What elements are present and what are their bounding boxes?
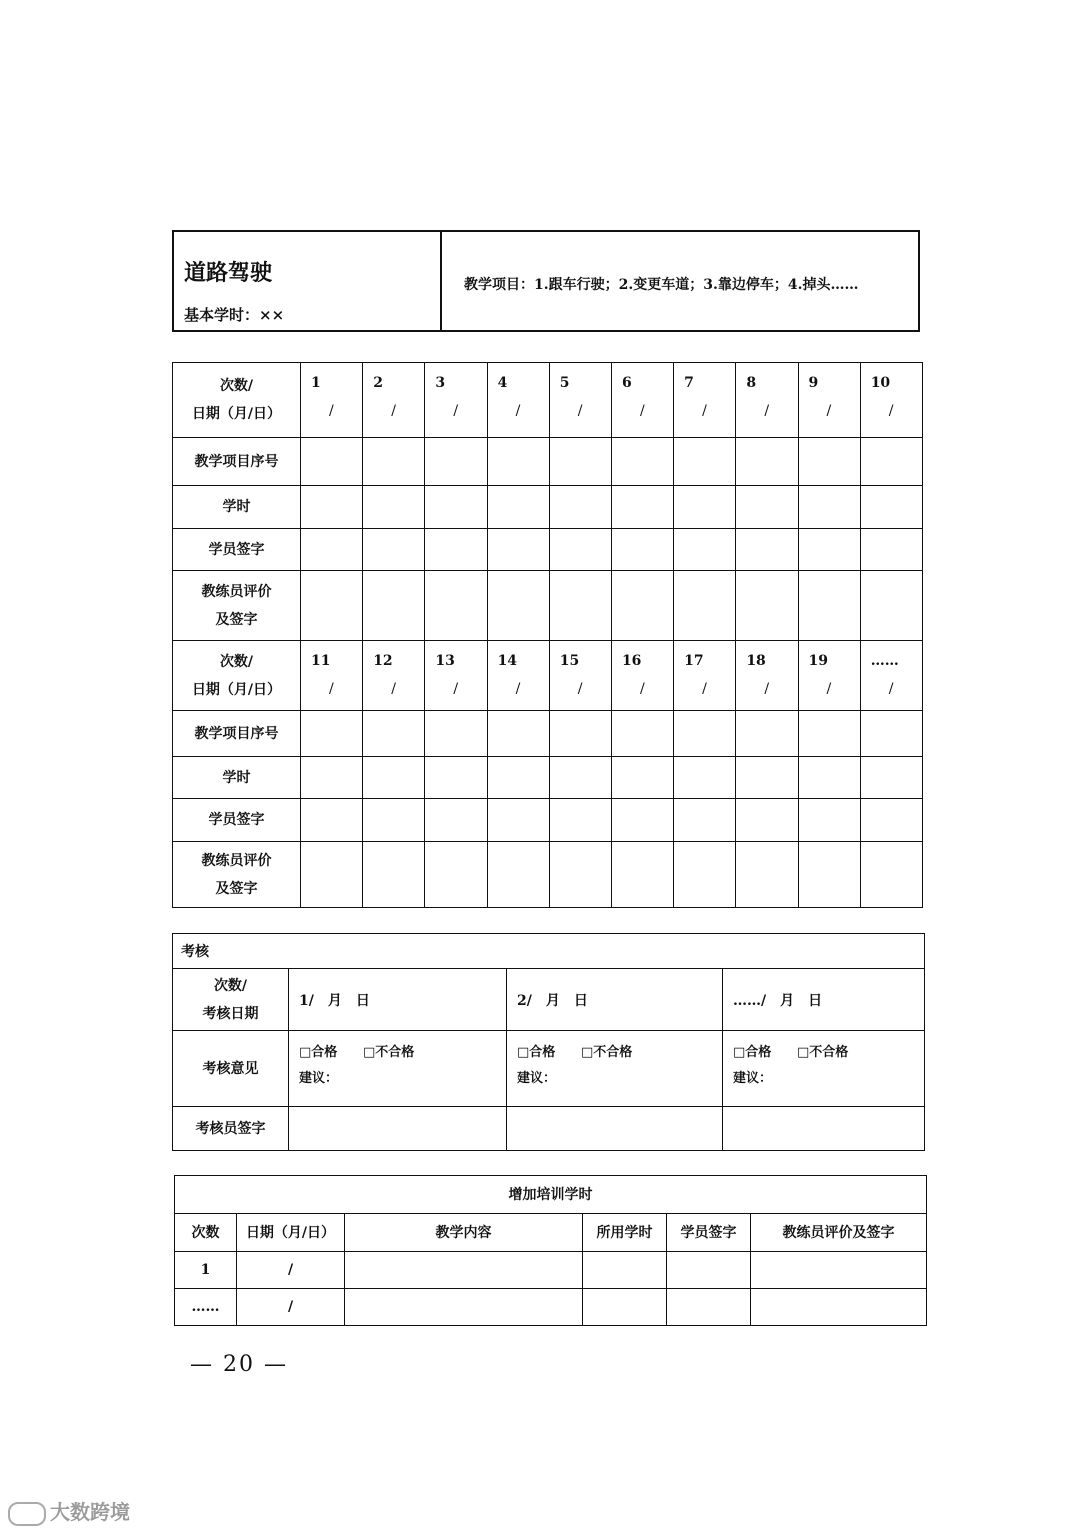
- record-cell[interactable]: [549, 529, 611, 571]
- session-cell[interactable]: [798, 363, 860, 438]
- record-cell[interactable]: [549, 842, 611, 908]
- record-cell[interactable]: [487, 799, 549, 842]
- record-cell[interactable]: [860, 529, 922, 571]
- record-cell[interactable]: [674, 529, 736, 571]
- record-cell[interactable]: [674, 799, 736, 842]
- count-date-row: [173, 363, 923, 438]
- record-row: [173, 711, 923, 757]
- record-cell[interactable]: [798, 799, 860, 842]
- extra-row-student-sign[interactable]: [667, 1252, 751, 1289]
- record-cell[interactable]: [736, 799, 798, 842]
- record-cell[interactable]: [611, 799, 673, 842]
- date-slash: /: [702, 681, 707, 697]
- coach-eval-label: [173, 842, 301, 908]
- record-cell[interactable]: [860, 842, 922, 908]
- record-cell[interactable]: [798, 438, 860, 486]
- record-cell[interactable]: [363, 438, 425, 486]
- watermark: [8, 1496, 130, 1526]
- session-number: 5: [559, 375, 570, 391]
- exam-signer-cell-1[interactable]: [289, 1107, 507, 1151]
- table-row: [175, 1252, 927, 1289]
- pass-checkbox[interactable]: □合格: [517, 1045, 556, 1060]
- extra-header-coach-eval: 教练员评价及签字: [751, 1214, 927, 1252]
- record-cell[interactable]: [301, 799, 363, 842]
- extra-training-table: [174, 1175, 927, 1326]
- record-cell[interactable]: [860, 486, 922, 529]
- date-slash: /: [515, 403, 521, 419]
- exam-opinion-3: [723, 1031, 925, 1107]
- record-cell[interactable]: [487, 842, 549, 908]
- record-cell[interactable]: [611, 529, 673, 571]
- exam-date-label: 考核日期: [202, 1005, 259, 1022]
- record-cell[interactable]: [798, 571, 860, 641]
- record-cell[interactable]: [549, 571, 611, 641]
- exam-count-date-label: [173, 969, 289, 1031]
- record-cell[interactable]: [301, 571, 363, 641]
- record-cell[interactable]: [736, 529, 798, 571]
- session-number: 6: [621, 375, 632, 391]
- record-cell[interactable]: [363, 571, 425, 641]
- session-cell[interactable]: [425, 641, 487, 711]
- record-cell[interactable]: [425, 842, 487, 908]
- record-cell[interactable]: [301, 529, 363, 571]
- extra-row-hours[interactable]: [583, 1252, 667, 1289]
- record-row: [173, 486, 923, 529]
- date-slash: /: [764, 403, 770, 419]
- date-label: 日期（月/日）: [191, 406, 282, 422]
- session-number: 10: [870, 375, 891, 391]
- count-date-row: [173, 641, 923, 711]
- session-number: 13: [435, 653, 455, 669]
- record-cell[interactable]: [736, 486, 798, 529]
- session-cell[interactable]: [363, 641, 425, 711]
- record-cell[interactable]: [860, 799, 922, 842]
- session-number: 4: [497, 375, 508, 391]
- record-cell[interactable]: [611, 486, 673, 529]
- count-label: 次数/: [219, 378, 254, 394]
- record-cell[interactable]: [301, 438, 363, 486]
- date-slash: /: [702, 403, 707, 419]
- coach-eval-label-line1: 教练员评价: [201, 852, 272, 869]
- record-cell[interactable]: [736, 571, 798, 641]
- record-cell[interactable]: [487, 438, 549, 486]
- exam-opinion-1: [289, 1031, 507, 1107]
- session-number: 17: [684, 653, 704, 669]
- session-cell[interactable]: [363, 363, 425, 438]
- record-cell[interactable]: [301, 486, 363, 529]
- date-slash: /: [639, 403, 645, 419]
- extra-row-date[interactable]: /: [237, 1252, 345, 1289]
- session-cell[interactable]: [301, 363, 363, 438]
- date-slash: /: [888, 681, 894, 697]
- session-number: 15: [559, 653, 580, 669]
- exam-date-1[interactable]: 1/ 月 日: [289, 969, 507, 1031]
- record-cell[interactable]: [425, 799, 487, 842]
- session-number: 2: [373, 375, 383, 391]
- session-cell[interactable]: [611, 363, 673, 438]
- session-cell[interactable]: [425, 363, 487, 438]
- record-cell[interactable]: [363, 529, 425, 571]
- pass-checkbox[interactable]: □合格: [733, 1045, 772, 1060]
- extra-header-hours: 所用学时: [583, 1214, 667, 1252]
- session-number: 9: [808, 375, 819, 391]
- record-cell[interactable]: [736, 438, 798, 486]
- record-cell[interactable]: [674, 486, 736, 529]
- extra-row-content[interactable]: [345, 1252, 583, 1289]
- record-cell[interactable]: [549, 757, 611, 799]
- extra-row-student-sign[interactable]: [667, 1289, 751, 1326]
- session-cell[interactable]: [736, 363, 798, 438]
- record-cell[interactable]: [301, 842, 363, 908]
- record-cell[interactable]: [549, 711, 611, 757]
- count-label: 次数/: [219, 653, 254, 670]
- record-cell[interactable]: [674, 571, 736, 641]
- session-cell[interactable]: [736, 641, 798, 711]
- extra-header-count: 次数: [175, 1214, 237, 1252]
- record-body: [173, 363, 923, 908]
- record-cell[interactable]: [860, 757, 922, 799]
- extra-row-count: 1: [175, 1252, 237, 1289]
- record-cell[interactable]: [674, 711, 736, 757]
- date-slash: /: [577, 403, 583, 419]
- exam-date-2[interactable]: 2/ 月 日: [507, 969, 723, 1031]
- date-slash: /: [329, 681, 334, 697]
- record-cell[interactable]: [487, 486, 549, 529]
- suggestion-field[interactable]: 建议：: [517, 1071, 557, 1086]
- session-cell[interactable]: [674, 363, 736, 438]
- session-cell[interactable]: [487, 641, 549, 711]
- record-cell[interactable]: [301, 757, 363, 799]
- record-cell[interactable]: [798, 486, 860, 529]
- session-number: ……: [870, 653, 899, 669]
- record-cell[interactable]: [363, 711, 425, 757]
- date-slash: /: [515, 681, 521, 697]
- row-label: 教学项目序号: [173, 438, 301, 486]
- row-label: 学时: [173, 757, 301, 799]
- date-slash: /: [453, 681, 459, 697]
- session-number: 18: [746, 653, 766, 669]
- record-cell[interactable]: [549, 438, 611, 486]
- record-cell[interactable]: [674, 842, 736, 908]
- record-cell[interactable]: [736, 757, 798, 799]
- coach-eval-label-line2: 及签字: [215, 611, 258, 628]
- session-cell[interactable]: [549, 641, 611, 711]
- date-slash: /: [826, 403, 832, 419]
- date-slash: /: [826, 681, 832, 697]
- session-cell[interactable]: [549, 363, 611, 438]
- fail-checkbox[interactable]: □不合格: [363, 1045, 415, 1060]
- exam-title: 考核: [173, 934, 925, 969]
- row-label: 学员签字: [173, 529, 301, 571]
- date-slash: /: [888, 403, 894, 419]
- section-title: 道路驾驶: [184, 260, 273, 286]
- record-cell[interactable]: [860, 711, 922, 757]
- record-cell[interactable]: [860, 438, 922, 486]
- table-row: [175, 1289, 927, 1326]
- date-slash: /: [639, 681, 645, 697]
- record-cell[interactable]: [798, 842, 860, 908]
- record-cell[interactable]: [487, 571, 549, 641]
- record-row: [173, 842, 923, 908]
- session-number: 16: [621, 653, 642, 669]
- page-number: — 20 —: [190, 1352, 288, 1377]
- session-cell[interactable]: [860, 641, 922, 711]
- record-cell[interactable]: [736, 711, 798, 757]
- record-row: [173, 529, 923, 571]
- record-cell[interactable]: [798, 711, 860, 757]
- extra-row-coach-eval[interactable]: [751, 1252, 927, 1289]
- record-cell[interactable]: [798, 757, 860, 799]
- extra-header-date: 日期（月/日）: [237, 1214, 345, 1252]
- teaching-items: 教学项目：1.跟车行驶；2.变更车道；3.靠边停车；4.掉头……: [464, 277, 859, 293]
- record-cell[interactable]: [487, 757, 549, 799]
- record-cell[interactable]: [611, 571, 673, 641]
- session-number: 14: [497, 653, 518, 669]
- record-cell[interactable]: [487, 711, 549, 757]
- session-cell[interactable]: [860, 363, 922, 438]
- count-date-label: [173, 641, 301, 711]
- suggestion-field[interactable]: 建议：: [299, 1071, 339, 1086]
- record-row: [173, 571, 923, 641]
- coach-eval-label-line1: 教练员评价: [201, 583, 272, 600]
- header-left: [174, 232, 442, 330]
- session-cell[interactable]: [611, 641, 673, 711]
- record-cell[interactable]: [363, 799, 425, 842]
- exam-count-label: 次数/: [213, 977, 248, 994]
- exam-table: [172, 933, 925, 1151]
- record-cell[interactable]: [611, 757, 673, 799]
- exam-signer-cell-3[interactable]: [723, 1107, 925, 1151]
- exam-opinion-2: [507, 1031, 723, 1107]
- record-cell[interactable]: [425, 438, 487, 486]
- exam-signer-cell-2[interactable]: [507, 1107, 723, 1151]
- record-row: [173, 757, 923, 799]
- session-number: 12: [373, 653, 393, 669]
- exam-date-3[interactable]: ……/ 月 日: [723, 969, 925, 1031]
- record-cell[interactable]: [425, 529, 487, 571]
- extra-row-hours[interactable]: [583, 1289, 667, 1326]
- date-slash: /: [577, 681, 583, 697]
- record-cell[interactable]: [611, 842, 673, 908]
- coach-eval-label: [173, 571, 301, 641]
- date-slash: /: [329, 403, 334, 419]
- row-label: 教学项目序号: [173, 711, 301, 757]
- session-number: 11: [311, 653, 331, 669]
- extra-row-coach-eval[interactable]: [751, 1289, 927, 1326]
- session-number: 3: [435, 375, 446, 391]
- record-cell[interactable]: [363, 842, 425, 908]
- basic-hours: 基本学时：××: [184, 306, 285, 324]
- extra-header-student-sign: 学员签字: [667, 1214, 751, 1252]
- session-number: 8: [746, 375, 757, 391]
- record-cell[interactable]: [301, 711, 363, 757]
- record-cell[interactable]: [674, 757, 736, 799]
- record-cell[interactable]: [363, 486, 425, 529]
- record-row: [173, 438, 923, 486]
- session-cell[interactable]: [674, 641, 736, 711]
- record-row: [173, 799, 923, 842]
- record-cell[interactable]: [487, 529, 549, 571]
- exam-opinion-label: 考核意见: [173, 1031, 289, 1107]
- record-cell[interactable]: [798, 529, 860, 571]
- record-cell[interactable]: [425, 571, 487, 641]
- training-record-table: [172, 362, 923, 908]
- record-cell[interactable]: [736, 842, 798, 908]
- section-header: [172, 230, 920, 332]
- record-cell[interactable]: [549, 486, 611, 529]
- row-label: 学员签字: [173, 799, 301, 842]
- session-cell[interactable]: [798, 641, 860, 711]
- session-number: 1: [311, 375, 321, 391]
- fail-checkbox[interactable]: □不合格: [797, 1045, 849, 1060]
- watermark-logo-icon: [8, 1502, 46, 1526]
- record-cell[interactable]: [611, 438, 673, 486]
- watermark-text: 大数跨境: [50, 1500, 130, 1524]
- extra-row-count: ……: [175, 1289, 237, 1326]
- record-cell[interactable]: [363, 757, 425, 799]
- record-cell[interactable]: [549, 799, 611, 842]
- date-slash: /: [391, 403, 396, 419]
- session-number: 7: [684, 375, 694, 391]
- date-label: 日期（月/日）: [191, 681, 282, 698]
- date-slash: /: [453, 403, 459, 419]
- exam-signer-label: 考核员签字: [173, 1107, 289, 1151]
- record-cell[interactable]: [674, 438, 736, 486]
- coach-eval-label-line2: 及签字: [215, 880, 258, 897]
- session-cell[interactable]: [301, 641, 363, 711]
- suggestion-field[interactable]: 建议：: [733, 1071, 773, 1086]
- count-date-label: [173, 363, 301, 438]
- record-cell[interactable]: [425, 711, 487, 757]
- record-cell[interactable]: [425, 486, 487, 529]
- record-cell[interactable]: [611, 711, 673, 757]
- date-slash: /: [764, 681, 770, 697]
- date-slash: /: [391, 681, 396, 697]
- extra-title: 增加培训学时: [175, 1176, 927, 1214]
- row-label: 学时: [173, 486, 301, 529]
- extra-header-content: 教学内容: [345, 1214, 583, 1252]
- session-number: 19: [808, 653, 828, 669]
- extra-row-content[interactable]: [345, 1289, 583, 1326]
- record-cell[interactable]: [860, 571, 922, 641]
- extra-row-date[interactable]: /: [237, 1289, 345, 1326]
- pass-checkbox[interactable]: □合格: [299, 1045, 338, 1060]
- fail-checkbox[interactable]: □不合格: [581, 1045, 633, 1060]
- record-cell[interactable]: [425, 757, 487, 799]
- session-cell[interactable]: [487, 363, 549, 438]
